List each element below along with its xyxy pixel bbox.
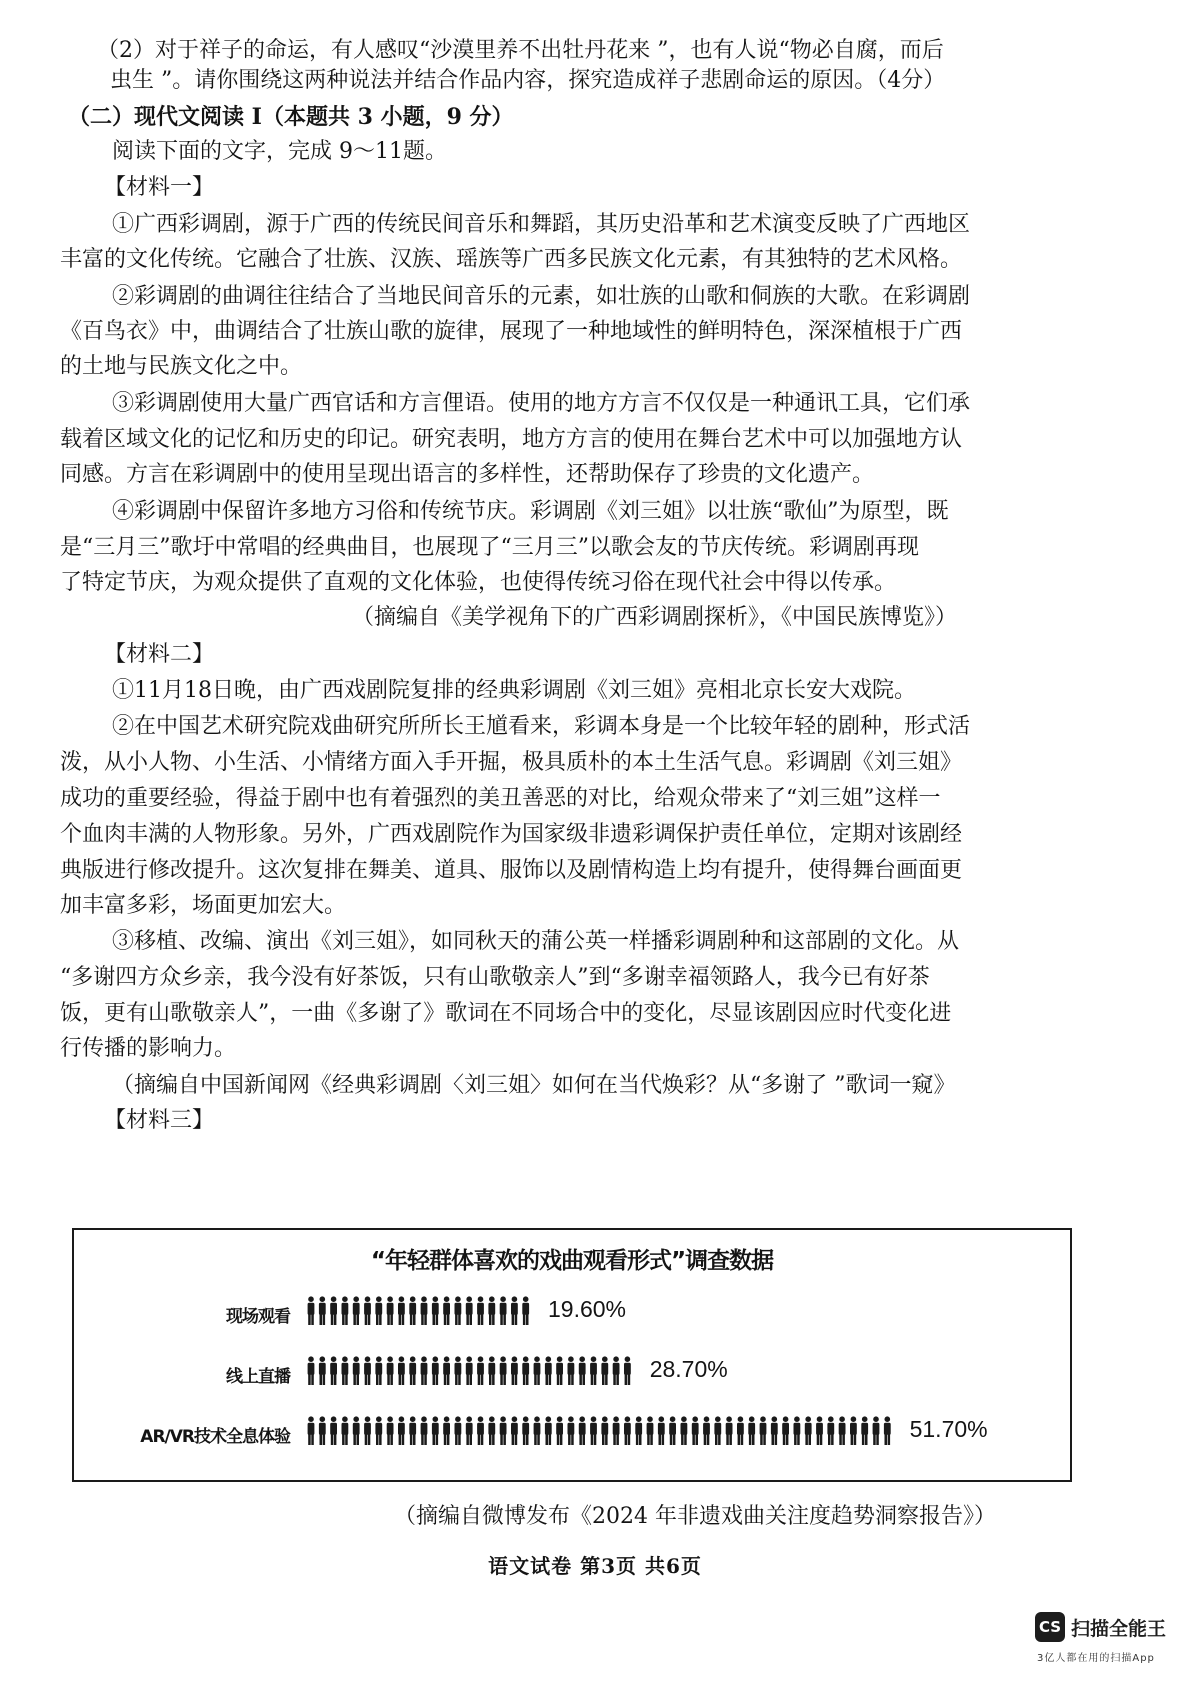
page-footer: 语文试卷 第3页 共6页 xyxy=(488,1554,702,1578)
person-icon xyxy=(387,1416,394,1445)
person-icon xyxy=(477,1356,484,1385)
person-icon xyxy=(364,1356,371,1385)
person-icon xyxy=(353,1416,360,1445)
person-icon xyxy=(330,1296,337,1325)
person-icon xyxy=(534,1356,541,1385)
person-icon xyxy=(308,1416,315,1445)
person-icon xyxy=(500,1416,507,1445)
survey-chart xyxy=(72,1228,1072,1482)
material-2-p3-line-3: 饭，更有山歌敬亲人”，一曲《多谢了》歌词在不同场合中的变化，尽显该剧因应时代变化进 xyxy=(60,1001,952,1026)
person-icon xyxy=(861,1416,868,1445)
material-2-p3-line-4: 行传播的影响力。 xyxy=(60,1036,237,1061)
material-3-label: 【材料三】 xyxy=(104,1108,215,1133)
person-icon xyxy=(534,1416,541,1445)
person-icon xyxy=(375,1356,382,1385)
person-icon xyxy=(443,1356,450,1385)
person-icon xyxy=(387,1296,394,1325)
material-2-p2-line-1: ②在中国艺术研究院戏曲研究所所长王馗看来，彩调本身是一个比较年轻的剧种，形式活 xyxy=(112,714,971,739)
chart-category-label: 现场观看 xyxy=(226,1307,290,1327)
person-icon xyxy=(477,1296,484,1325)
material-1-p3-line-3: 同感。方言在彩调剧中的使用呈现出语言的多样性，还帮助保存了珍贵的文化遗产。 xyxy=(60,462,875,487)
person-icon xyxy=(488,1356,495,1385)
person-icon xyxy=(624,1356,631,1385)
chart-value-label: 28.70% xyxy=(649,1356,728,1382)
person-icon xyxy=(681,1416,688,1445)
person-icon xyxy=(342,1416,349,1445)
person-icon xyxy=(873,1416,880,1445)
material-1-label: 【材料一】 xyxy=(104,175,215,200)
person-icon xyxy=(409,1416,416,1445)
person-icon xyxy=(443,1296,450,1325)
person-icon xyxy=(522,1296,529,1325)
material-1-p3-line-2: 载着区域文化的记忆和历史的印记。研究表明，地方方言的使用在舞台艺术中可以加强地方认 xyxy=(60,427,963,452)
person-icon xyxy=(455,1416,462,1445)
material-1-p2-line-2: 《百鸟衣》中，曲调结合了壮族山歌的旋律，展现了一种地域性的鲜明特色，深深植根于广西 xyxy=(60,319,963,344)
person-icon xyxy=(364,1416,371,1445)
person-icon xyxy=(488,1296,495,1325)
material-2-p3-line-1: ③移植、改编、演出《刘三姐》，如同秋天的蒲公英一样播彩调剧种和这部剧的文化。从 xyxy=(112,929,960,954)
person-icon xyxy=(432,1296,439,1325)
person-icon xyxy=(816,1416,823,1445)
person-icon xyxy=(545,1356,552,1385)
material-2-label: 【材料二】 xyxy=(104,642,215,667)
material-1-p2-line-3: 的土地与民族文化之中。 xyxy=(60,354,303,379)
material-1-p3-line-1: ③彩调剧使用大量广西官话和方言俚语。使用的地方方言不仅仅是一种通讯工具，它们承 xyxy=(112,391,971,416)
person-icon xyxy=(398,1416,405,1445)
person-icon xyxy=(353,1356,360,1385)
person-icon xyxy=(455,1356,462,1385)
person-icon xyxy=(375,1296,382,1325)
material-1-p4-line-2: 是“三月三”歌圩中常唱的经典曲目，也展现了“三月三”以歌会友的节庆传统。彩调剧再现 xyxy=(60,535,919,560)
person-icon xyxy=(511,1356,518,1385)
material-2-p2-line-6: 加丰富多彩，场面更加宏大。 xyxy=(60,893,347,918)
person-icon xyxy=(466,1416,473,1445)
material-2-source: （摘编自中国新闻网《经典彩调剧〈刘三姐〉如何在当代焕彩？从“多谢了 ”歌词一窥》 xyxy=(112,1073,956,1098)
person-icon xyxy=(703,1416,710,1445)
person-icon xyxy=(850,1416,857,1445)
person-icon xyxy=(827,1416,834,1445)
person-icon xyxy=(658,1416,665,1445)
person-icon xyxy=(568,1416,575,1445)
person-icon xyxy=(647,1416,654,1445)
material-1-p1-line-2: 丰富的文化传统。它融合了壮族、汉族、瑶族等广西多民族文化元素，有其独特的艺术风格。 xyxy=(60,247,963,272)
chart-value-label: 51.70% xyxy=(909,1416,988,1442)
material-1-p2-line-1: ②彩调剧的曲调往往结合了当地民间音乐的元素，如壮族的山歌和侗族的大歌。在彩调剧 xyxy=(112,284,971,309)
person-icon xyxy=(556,1356,563,1385)
person-icon xyxy=(443,1416,450,1445)
person-icon xyxy=(500,1356,507,1385)
watermark-slogan: 3亿人都在用的扫描App xyxy=(1037,1653,1155,1664)
material-3-source: （摘编自微博发布《2024 年非遗戏曲关注度趋势洞察报告》） xyxy=(394,1504,996,1529)
material-1-source: （摘编自《美学视角下的广西彩调剧探析》，《中国民族博览》） xyxy=(352,605,958,630)
material-2-p2-line-2: 泼，从小人物、小生活、小情绪方面入手开掘，极具质朴的本土生活气息。彩调剧《刘三姐》 xyxy=(60,750,963,775)
person-icon xyxy=(488,1416,495,1445)
person-icon xyxy=(805,1416,812,1445)
chart-category-label: AR/VR技术全息体验 xyxy=(140,1427,290,1447)
person-icon xyxy=(477,1416,484,1445)
person-icon xyxy=(432,1356,439,1385)
person-icon xyxy=(500,1296,507,1325)
person-icon xyxy=(421,1356,428,1385)
person-icon xyxy=(839,1416,846,1445)
person-icon xyxy=(330,1416,337,1445)
question-2-line-1: （2）对于祥子的命运，有人感叹“沙漠里养不出牡丹花来 ”，也有人说“物必自腐，而后 xyxy=(97,38,944,63)
material-1-p1-line-1: ①广西彩调剧，源于广西的传统民间音乐和舞蹈，其历史沿革和艺术演变反映了广西地区 xyxy=(112,212,971,237)
material-2-p1-line-1: ①11月18日晚，由广西戏剧院复排的经典彩调剧《刘三姐》亮相北京长安大戏院。 xyxy=(112,678,916,703)
person-icon xyxy=(353,1296,360,1325)
person-icon xyxy=(579,1356,586,1385)
person-icon xyxy=(556,1416,563,1445)
person-icon xyxy=(771,1416,778,1445)
person-icon xyxy=(375,1416,382,1445)
person-icon xyxy=(726,1416,733,1445)
person-icon xyxy=(308,1356,315,1385)
person-icon xyxy=(387,1356,394,1385)
person-icon xyxy=(692,1416,699,1445)
scanner-watermark xyxy=(1035,1612,1180,1672)
person-icon xyxy=(884,1416,891,1445)
material-2-p2-line-4: 个血肉丰满的人物形象。另外，广西戏剧院作为国家级非遗彩调保护责任单位，定期对该剧经 xyxy=(60,822,963,847)
person-icon xyxy=(511,1416,518,1445)
person-icon xyxy=(794,1416,801,1445)
person-icon xyxy=(319,1356,326,1385)
person-icon xyxy=(590,1356,597,1385)
person-icon xyxy=(308,1296,315,1325)
person-icon xyxy=(737,1416,744,1445)
person-icon xyxy=(330,1356,337,1385)
person-icon xyxy=(601,1356,608,1385)
person-icon xyxy=(342,1356,349,1385)
material-2-p2-line-3: 成功的重要经验，得益于剧中也有着强烈的美丑善恶的对比，给观众带来了“刘三姐”这样一 xyxy=(60,786,941,811)
watermark-name: 扫描全能王 xyxy=(1071,1618,1167,1640)
chart-category-label: 线上直播 xyxy=(226,1367,290,1387)
person-icon xyxy=(421,1296,428,1325)
cs-logo-icon: CS xyxy=(1035,1612,1065,1642)
person-icon xyxy=(579,1416,586,1445)
person-icon xyxy=(601,1416,608,1445)
person-icon xyxy=(319,1296,326,1325)
reading-instruction: 阅读下面的文字，完成 9～11题。 xyxy=(112,139,447,164)
person-icon xyxy=(635,1416,642,1445)
person-icon xyxy=(613,1356,620,1385)
person-icon xyxy=(590,1416,597,1445)
person-icon xyxy=(342,1296,349,1325)
chart-value-label: 19.60% xyxy=(548,1296,627,1322)
person-icon xyxy=(624,1416,631,1445)
chart-row-icons-1 xyxy=(306,1356,866,1386)
question-2-line-2: 虫生 ”。请你围绕这两种说法并结合作品内容，探究造成祥子悲剧命运的原因。（4分） xyxy=(110,68,946,93)
person-icon xyxy=(545,1416,552,1445)
person-icon xyxy=(760,1416,767,1445)
person-icon xyxy=(364,1296,371,1325)
person-icon xyxy=(319,1416,326,1445)
person-icon xyxy=(421,1416,428,1445)
person-icon xyxy=(455,1296,462,1325)
person-icon xyxy=(613,1416,620,1445)
material-1-p4-line-1: ④彩调剧中保留许多地方习俗和传统节庆。彩调剧《刘三姐》以壮族“歌仙”为原型，既 xyxy=(112,499,949,524)
person-icon xyxy=(409,1356,416,1385)
person-icon xyxy=(522,1416,529,1445)
material-2-p3-line-2: “多谢四方众乡亲，我今没有好茶饭，只有山歌敬亲人”到“多谢幸福领路人，我今已有好茶 xyxy=(60,965,930,990)
material-1-p4-line-3: 了特定节庆，为观众提供了直观的文化体验，也使得传统习俗在现代社会中得以传承。 xyxy=(60,570,897,595)
person-icon xyxy=(782,1416,789,1445)
person-icon xyxy=(466,1356,473,1385)
person-icon xyxy=(398,1356,405,1385)
person-icon xyxy=(714,1416,721,1445)
chart-title: “年轻群体喜欢的戏曲观看形式”调查数据 xyxy=(370,1248,774,1274)
person-icon xyxy=(432,1416,439,1445)
person-icon xyxy=(409,1296,416,1325)
person-icon xyxy=(748,1416,755,1445)
section-heading: （二）现代文阅读 Ⅰ（本题共 3 小题，9 分） xyxy=(68,104,514,130)
person-icon xyxy=(568,1356,575,1385)
person-icon xyxy=(398,1296,405,1325)
person-icon xyxy=(466,1296,473,1325)
person-icon xyxy=(511,1296,518,1325)
person-icon xyxy=(522,1356,529,1385)
chart-row-icons-2 xyxy=(306,1416,926,1446)
material-2-p2-line-5: 典版进行修改提升。这次复排在舞美、道具、服饰以及剧情构造上均有提升，使得舞台画面更 xyxy=(60,858,963,883)
person-icon xyxy=(669,1416,676,1445)
